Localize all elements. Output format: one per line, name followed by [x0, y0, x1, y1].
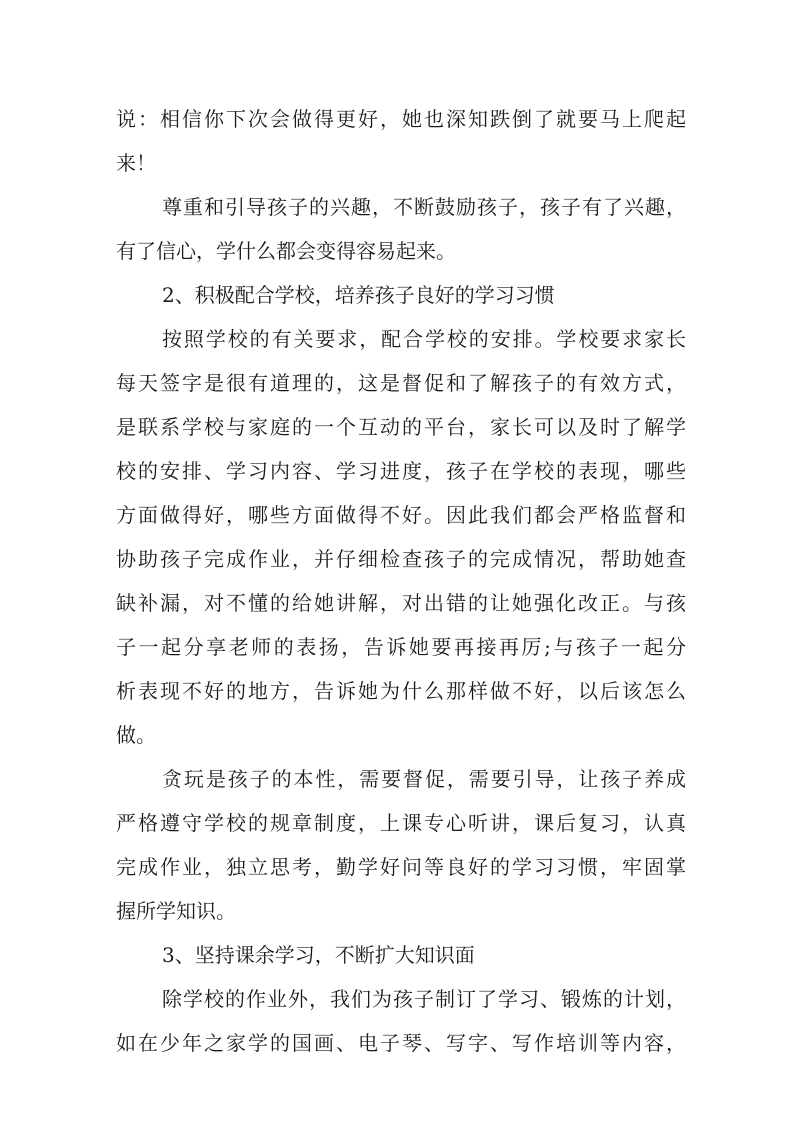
text-line: 严格遵守学校的规章制度，上课专心听讲，课后复习，认真	[116, 811, 686, 835]
text-line: 是联系学校与家庭的一个互动的平台，家长可以及时了解学	[116, 415, 686, 439]
text-line: 来！	[116, 151, 156, 175]
text-line: 子一起分享老师的表扬，告诉她要再接再厉;与孩子一起分	[116, 635, 686, 659]
section-heading: 2、积极配合学校，培养孩子良好的学习习惯	[162, 283, 555, 307]
text-line: 析表现不好的地方，告诉她为什么那样做不好，以后该怎么	[116, 679, 686, 703]
text-line: 方面做得好，哪些方面做得不好。因此我们都会严格监督和	[116, 503, 686, 527]
text-line: 有了信心，学什么都会变得容易起来。	[116, 239, 456, 263]
text-line: 协助孩子完成作业，并仔细检查孩子的完成情况，帮助她查	[116, 547, 686, 571]
text-line: 缺补漏，对不懂的给她讲解，对出错的让她强化改正。与孩	[116, 591, 686, 615]
paragraph-first-line: 除学校的作业外，我们为孩子制订了学习、锻炼的计划，	[162, 987, 686, 1011]
paragraph-first-line: 按照学校的有关要求，配合学校的安排。学校要求家长	[162, 327, 686, 351]
text-line: 校的安排、学习内容、学习进度，孩子在学校的表现，哪些	[116, 459, 686, 483]
text-line: 做。	[116, 723, 156, 747]
paragraph-first-line: 尊重和引导孩子的兴趣，不断鼓励孩子，孩子有了兴趣，	[162, 195, 686, 219]
text-line: 说：相信你下次会做得更好，她也深知跌倒了就要马上爬起	[116, 107, 686, 131]
text-line: 每天签字是很有道理的，这是督促和了解孩子的有效方式，	[116, 371, 686, 395]
text-line: 如在少年之家学的国画、电子琴、写字、写作培训等内容，	[116, 1031, 686, 1055]
text-line: 完成作业，独立思考，勤学好问等良好的学习习惯，牢固掌	[116, 855, 686, 879]
paragraph-first-line: 贪玩是孩子的本性，需要督促，需要引导，让孩子养成	[162, 767, 686, 791]
section-heading: 3、坚持课余学习，不断扩大知识面	[162, 943, 475, 967]
text-line: 握所学知识。	[116, 899, 236, 923]
